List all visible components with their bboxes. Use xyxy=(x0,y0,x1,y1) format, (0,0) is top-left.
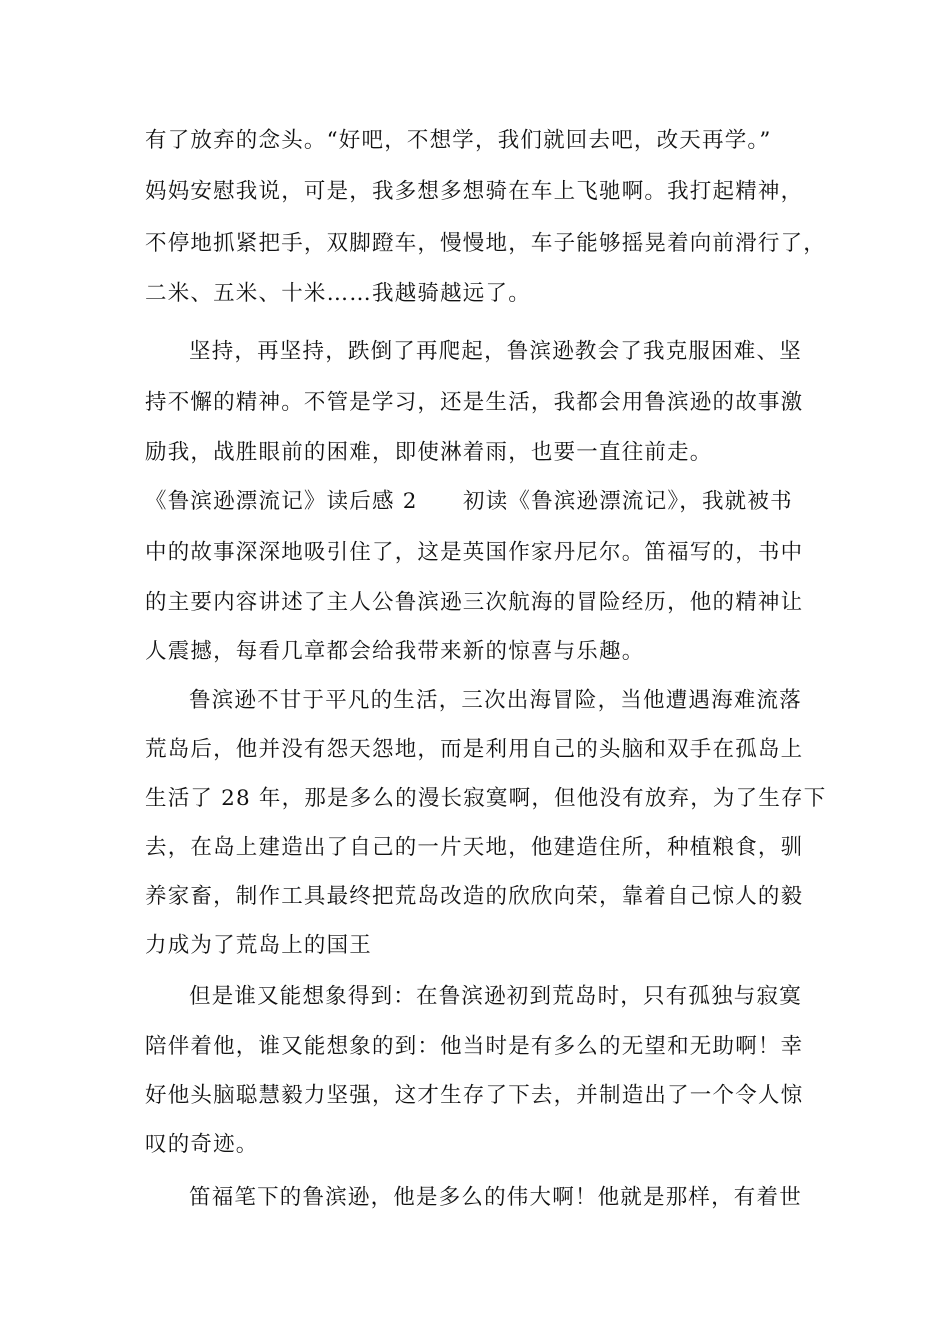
text-line: 去，在岛上建造出了自己的一片天地，他建造住所，种植粮食，驯 xyxy=(145,835,804,860)
text-line: 不停地抓紧把手，双脚蹬车，慢慢地，车子能够摇晃着向前滑行了， xyxy=(145,231,827,256)
text-line: 的主要内容讲述了主人公鲁滨逊三次航海的冒险经历，他的精神让 xyxy=(145,590,804,615)
text-line: 生活了 28 年，那是多么的漫长寂寞啊，但他没有放弃，为了生存下 xyxy=(145,786,827,811)
text-line: 好他头脑聪慧毅力坚强，这才生存了下去，并制造出了一个令人惊 xyxy=(145,1083,804,1108)
text-line: 叹的奇迹。 xyxy=(145,1132,259,1157)
text-line: 妈妈安慰我说，可是，我多想多想骑在车上飞驰啊。我打起精神， xyxy=(145,179,804,204)
text-line: 励我，战胜眼前的困难，即使淋着雨，也要一直往前走。 xyxy=(145,440,713,465)
text-line: 持不懈的精神。不管是学习，还是生活，我都会用鲁滨逊的故事激 xyxy=(145,390,804,415)
text-line: 人震撼，每看几章都会给我带来新的惊喜与乐趣。 xyxy=(145,639,645,664)
paragraph-first-line: 坚持，再坚持，跌倒了再爬起，鲁滨逊教会了我克服困难、坚 xyxy=(189,339,802,364)
text-line: 力成为了荒岛上的国王 xyxy=(145,933,373,958)
section-heading-line: 《鲁滨逊漂流记》读后感 2 初读《鲁滨逊漂流记》，我就被书 xyxy=(145,489,793,514)
text-line: 陪伴着他，谁又能想象的到：他当时是有多么的无望和无助啊！幸 xyxy=(145,1034,804,1059)
paragraph-first-line: 但是谁又能想象得到：在鲁滨逊初到荒岛时，只有孤独与寂寞 xyxy=(189,984,802,1009)
text-line: 二米、五米、十米……我越骑越远了。 xyxy=(145,281,531,306)
text-line: 有了放弃的念头。“好吧，不想学，我们就回去吧，改天再学。” xyxy=(145,128,772,153)
text-line: 中的故事深深地吸引住了，这是英国作家丹尼尔。笛福写的，书中 xyxy=(145,540,804,565)
text-line: 养家畜，制作工具最终把荒岛改造的欣欣向荣，靠着自己惊人的毅 xyxy=(145,884,804,909)
paragraph-first-line: 笛福笔下的鲁滨逊，他是多么的伟大啊！他就是那样，有着世 xyxy=(189,1185,802,1210)
paragraph-first-line: 鲁滨逊不甘于平凡的生活，三次出海冒险，当他遭遇海难流落 xyxy=(189,688,802,713)
text-line: 荒岛后，他并没有怨天怨地，而是利用自己的头脑和双手在孤岛上 xyxy=(145,737,804,762)
